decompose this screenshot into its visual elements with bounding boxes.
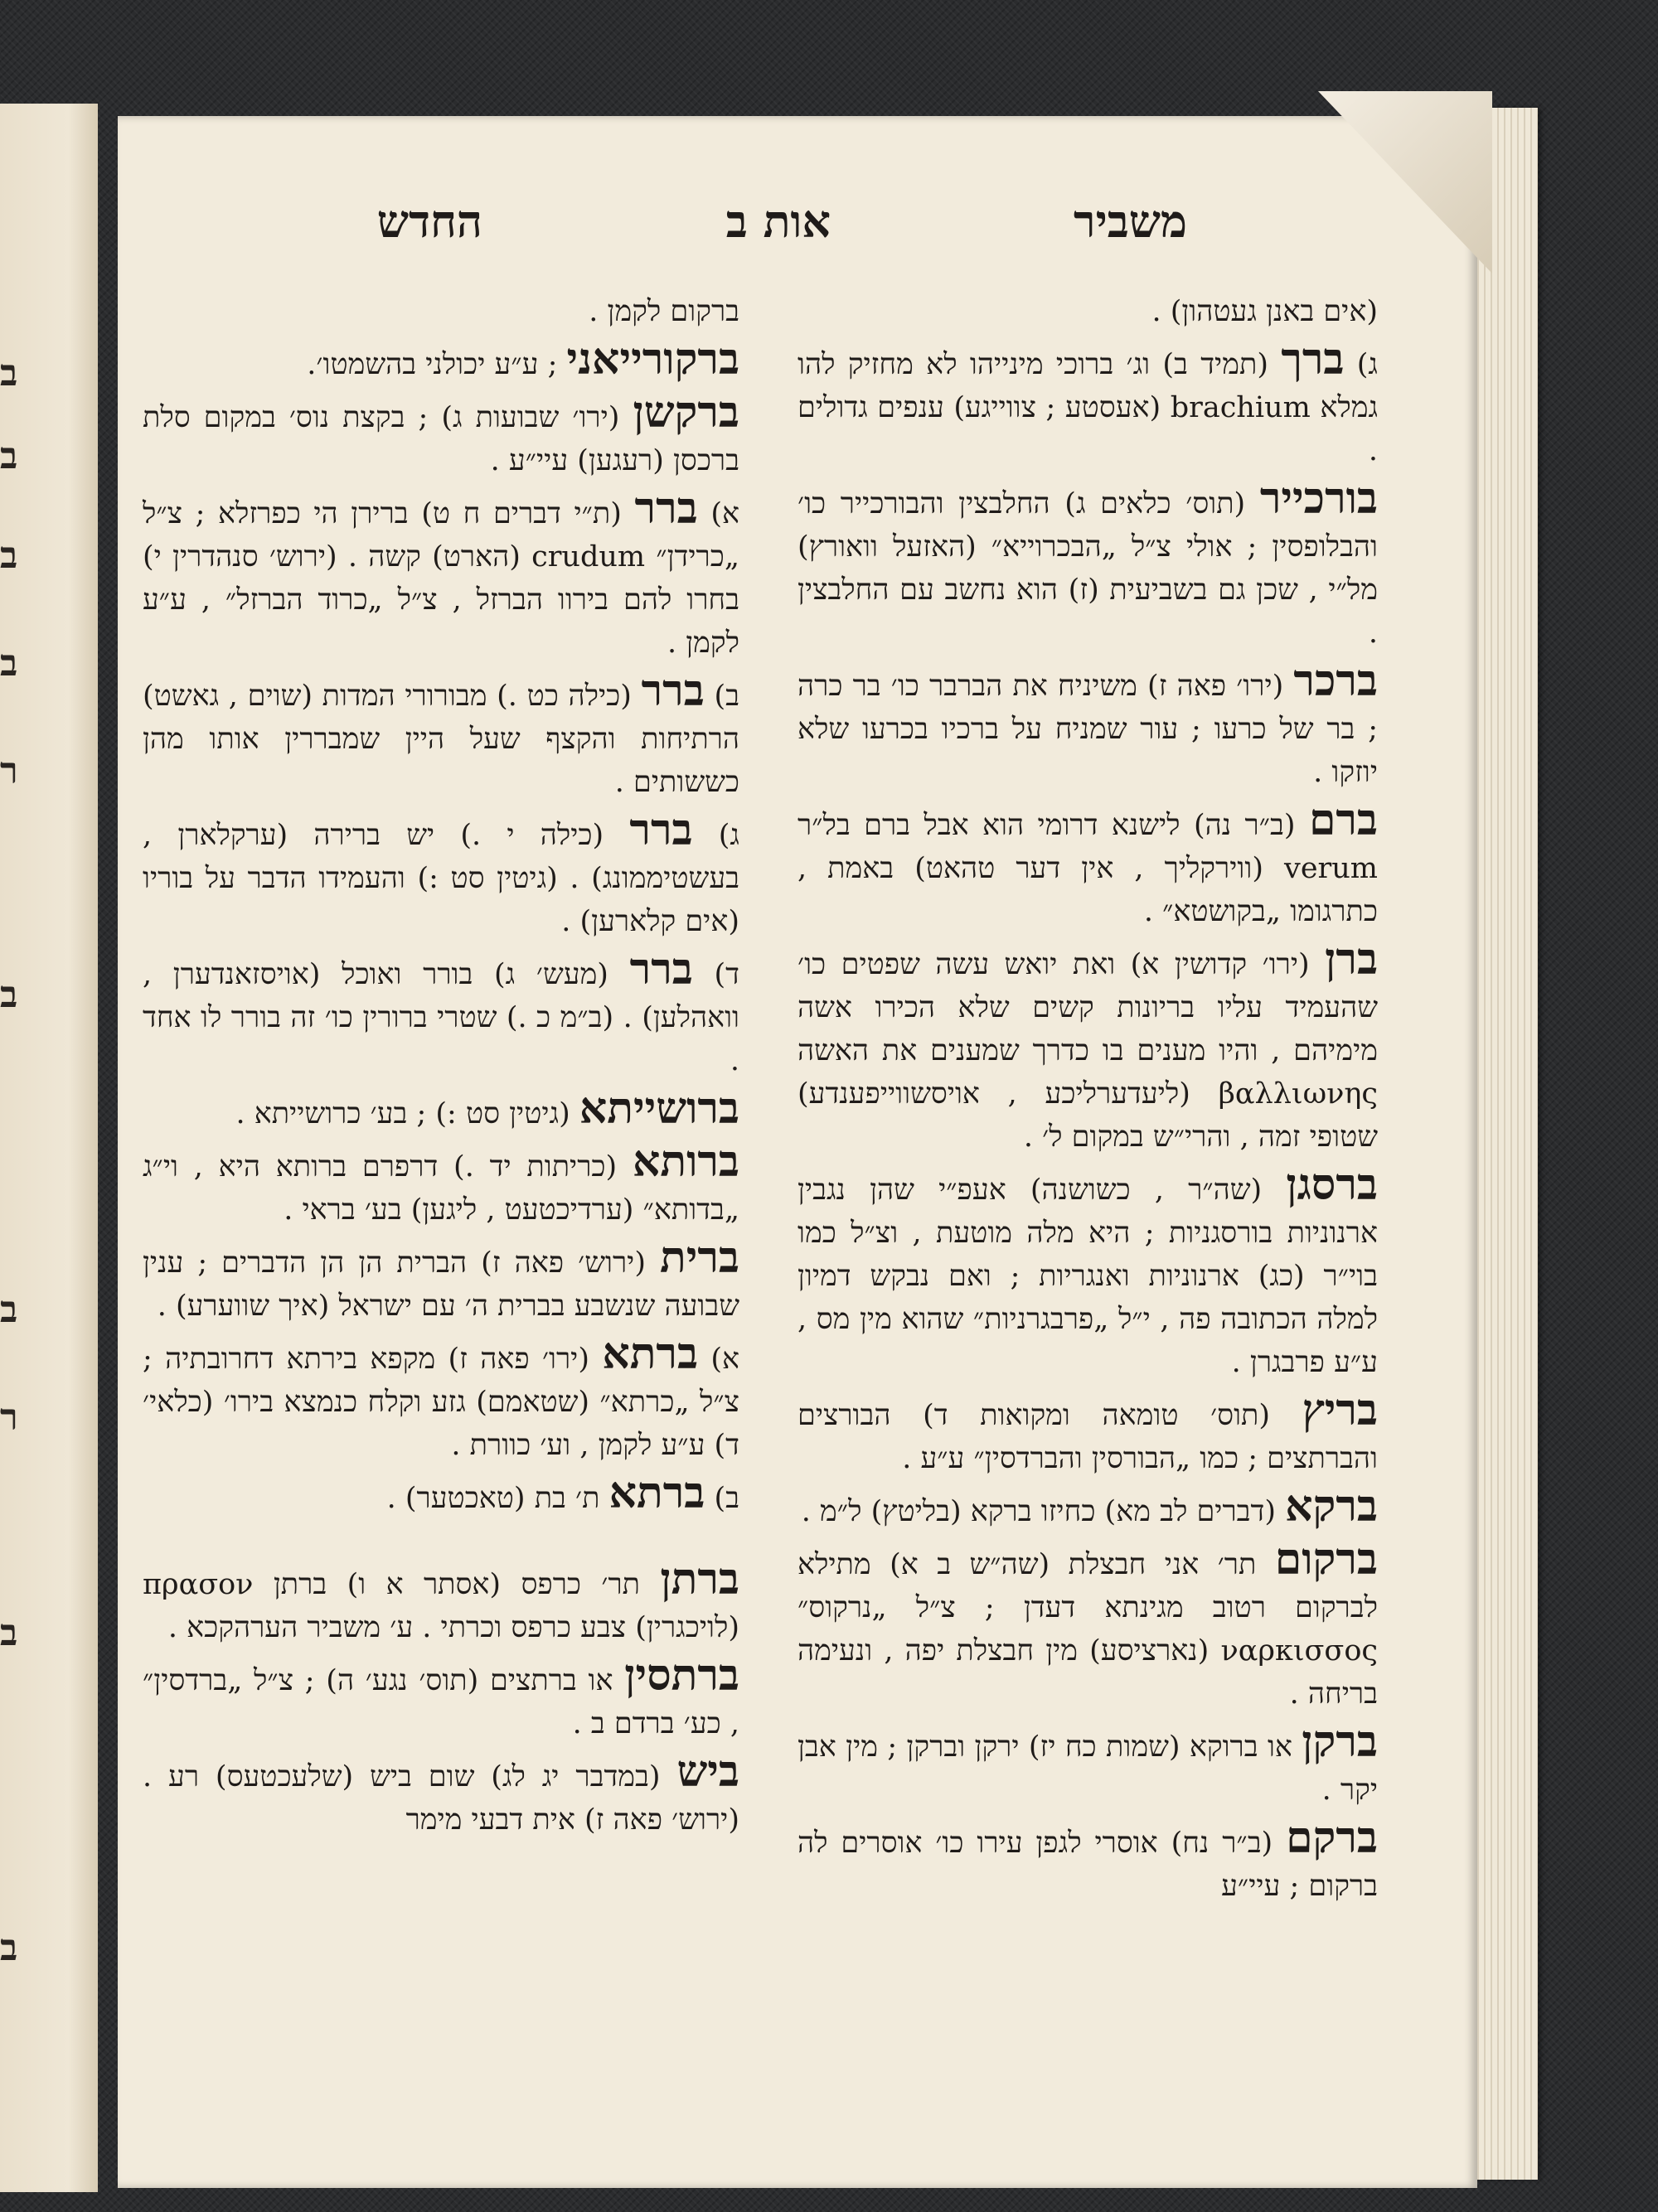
entry-headword: ברר — [629, 805, 693, 855]
dictionary-entry — [143, 1232, 739, 1328]
entry-text: (דברים לב מא) כחיזו ברקא (בליטץ) ל״מ . — [801, 1495, 1277, 1528]
entry-text: (ירו׳ פאה ז) משיניח את הברבר כו׳ בר כרה ; בר של כרעו ; עור שמניח על ברכיו בכרעו שלא יוזקו . — [797, 670, 1378, 789]
entry-headword: ברר — [634, 483, 698, 534]
left-column — [143, 290, 739, 1847]
right-column — [797, 290, 1378, 1913]
entry-text: (תוס׳ כלאים ג) החלבצין והבורכייר כו׳ והבלופסין ; אולי צ״ל „הבכרוייא״ (האזעל וואורץ) מל״י , שכן גם בשביעית (ז) הוא נחשב עם החלבצין . — [797, 487, 1378, 650]
facing-page-fragment: ב — [0, 974, 18, 1016]
dictionary-entry — [797, 1481, 1378, 1533]
facing-page-fragment: ב — [0, 642, 18, 685]
entry-headword: ברקום — [1274, 1534, 1378, 1585]
entry-headword: ברן — [1325, 934, 1378, 985]
dictionary-entry — [797, 473, 1378, 655]
header-letter-section: אות ב — [725, 195, 831, 248]
entry-headword: ברקם — [1286, 1813, 1378, 1863]
entry-headword: ברקורייאני — [566, 334, 739, 385]
entry-headword: ברר — [641, 666, 705, 716]
facing-page-fragment: ב — [0, 1927, 18, 1969]
entry-headword: ברתסין — [624, 1650, 739, 1701]
dictionary-entry — [143, 1136, 739, 1232]
facing-page-fragment: ב — [0, 535, 18, 577]
entry-headword: ברר — [629, 944, 693, 995]
facing-page-fragment: ב — [0, 1612, 18, 1654]
facing-page-fragment: ב — [0, 435, 18, 477]
dictionary-entry — [797, 795, 1378, 933]
entry-text: (תוס׳ טומאה ומקואות ד) הבורצים והברתצים ; כמו „הבורסין והברדסין״ ע״ע . — [797, 1399, 1378, 1475]
dictionary-entry — [143, 1746, 739, 1842]
entry-text: או ברוקא (שמות כח יז) ירקן וברקן ; מין אבן יקר . — [797, 1730, 1378, 1807]
entry-text: (ירוש׳ פאה ז) הברית הן הן הדברים ; ענין שבועה שנשבע בברית ה׳ עם ישראל (איך שווערע) . — [143, 1246, 739, 1323]
dictionary-entry — [797, 1159, 1378, 1384]
entry-text: (כילה י .) יש ברירה (ערקלארן , בעשטיממונג) . (גיטין סט :) והעמידו הדבר על בוריו (אים קלארען) . — [143, 819, 739, 938]
dictionary-entry — [143, 483, 739, 665]
header-book-title: משביר — [1074, 195, 1187, 248]
entry-text: (אים באנן געטהון) . — [1151, 295, 1378, 328]
entry-label: א) — [710, 497, 739, 530]
dictionary-entry — [797, 656, 1378, 794]
entry-text: (כריתות יד .) דרפרם ברותא היא , וי״ג „בדותא״ (ערדיכטעט , ליגען) בע׳ בראי . — [143, 1150, 739, 1227]
entry-text: או ברתצים (תוס׳ נגע׳ ה) ; צ״ל „ברדסין״ , כע׳ ברדם ב . — [143, 1664, 739, 1740]
entry-label: ב) — [714, 1482, 739, 1515]
header-book-subtitle: החדש — [376, 195, 482, 248]
dictionary-entry — [143, 1554, 739, 1649]
entry-headword: ברך — [1281, 334, 1345, 385]
entry-text: (ב״ר נה) לישנא דרומי הוא אבל ברם בל״ר verum (ווירקליך , אין דער טהאט) באמת , כתרגומו „בקושטא״ . — [797, 809, 1378, 928]
running-header — [118, 195, 1477, 269]
entry-text: (תמיד ב) וג׳ ברוכי מינייהו לא מחזיק להו גמלא brachium (אעסטע ; צווייגע) ענפים גדולים . — [797, 348, 1378, 467]
entry-text: (ב״ר נח) אוסרי לגפן עירו כו׳ אוסרים לה ברקום ; עיי״ע — [797, 1827, 1378, 1903]
dictionary-entry — [143, 1650, 739, 1745]
entry-text: (ירו׳ פאה ז) מקפא בירתא דחרובתיה ; צ״ל „כרתא״ (שטאמם) גזע וקלח כנמצא בירו׳ (כלאי׳ ד) ע״ע לקמן , וע׳ כוורת . — [143, 1343, 739, 1462]
entry-headword: ברסגן — [1286, 1159, 1378, 1210]
entry-headword: ברקן — [1302, 1716, 1378, 1767]
entry-label: ב) — [714, 680, 739, 713]
entry-headword: ברקא — [1285, 1481, 1378, 1532]
entry-text: (ירו׳ שבועות ג) ; בקצת נוס׳ במקום סלת ברכסן (רעגען) עיי״ע . — [143, 401, 739, 477]
entry-text: ת׳ בת (טאכטער) . — [386, 1482, 600, 1515]
dictionary-entry — [143, 1083, 739, 1135]
entry-headword: ברתן — [660, 1554, 739, 1605]
entry-headword: ביש — [676, 1746, 739, 1797]
facing-page-fragment: ב — [0, 352, 18, 394]
dictionary-entry — [797, 934, 1378, 1159]
dictionary-entry — [143, 1329, 739, 1467]
entry-text: (ת״י דברים ח ט) ברירן הי כפרזלא ; צ״ל „כרידן״ crudum (הארט) קשה . (ירוש׳ סנהדרין י) בחרו להם בירוו הברזל , צ״ל „כרוד הברזל״ , ע״ע לקמן . — [143, 497, 739, 660]
entry-headword: ברכר — [1293, 656, 1378, 706]
entry-headword: ברושייתא — [579, 1083, 739, 1134]
entry-label: ג) — [718, 819, 739, 852]
dictionary-entry — [143, 666, 739, 804]
entry-headword: בורכייר — [1259, 473, 1378, 524]
dictionary-entry — [143, 944, 739, 1082]
dictionary-entry — [143, 1468, 739, 1520]
entry-text: ברקום לקמן . — [589, 295, 739, 328]
dictionary-entry — [797, 1385, 1378, 1480]
facing-page-fragment: ב — [0, 1289, 18, 1331]
entry-label: ד) — [714, 958, 739, 991]
entry-label: ג) — [1356, 348, 1378, 381]
entry-headword: בריץ — [1302, 1385, 1378, 1435]
entry-text: (גיטין סט :) ; בע׳ כרושייתא . — [235, 1097, 570, 1130]
dictionary-entry — [143, 805, 739, 943]
entry-headword: ברתא — [608, 1468, 705, 1518]
facing-page-edge — [0, 104, 98, 2192]
entry-headword: ברתא — [602, 1329, 699, 1379]
entry-headword: ברם — [1308, 795, 1378, 845]
entry-text: ; ע״ע יכולני בהשמטו׳. — [307, 348, 558, 381]
entry-continuation — [797, 290, 1378, 333]
entry-text: (מעש׳ ג) בורר ואוכל (אויסזאנדערן , וואהלען) . (ב״מ כ .) שטרי ברורין כו׳ זה בורר לו אחד . — [143, 958, 739, 1077]
facing-page-fragment: ר — [0, 750, 18, 792]
entry-text: תר׳ אני חבצלת (שה״ש ב א) מתילא לברקום רטוב מגינתא דעדן ; צ״ל „נרקוס״ ναρκισσος (נארציסע) מין חבצלת יפה , ונעימה בריחה . — [797, 1548, 1378, 1711]
dictionary-entry — [797, 1813, 1378, 1908]
entry-text: (כילה כט .) מבורורי המדות (שוים , גאשט) הרתיחות והקצף שעל היין שמבררין אותו מהן כששותים . — [143, 680, 739, 799]
dictionary-entry — [143, 387, 739, 482]
entry-text: (במדבר יג לג) שום ביש (שלעכטעס) רע . (ירוש׳ פאה ז) אית דבעי מימר — [143, 1760, 739, 1837]
dictionary-entry — [797, 1534, 1378, 1716]
dictionary-page — [118, 116, 1477, 2188]
entry-headword: ברותא — [632, 1136, 739, 1187]
entry-headword: ברקשן — [633, 387, 739, 438]
dictionary-entry — [797, 1716, 1378, 1812]
section-gap — [143, 1525, 739, 1558]
dictionary-entry — [797, 334, 1378, 472]
entry-label: א) — [710, 1343, 739, 1376]
entry-text: תר׳ כרפס (אסתר א ו) ברתן πρασον (לויכגרין) צבע כרפס וכרתי . ע׳ משביר הערהקכא . — [143, 1568, 739, 1644]
entry-continuation — [143, 290, 739, 333]
entry-headword: ברית — [660, 1232, 739, 1283]
dictionary-entry — [143, 334, 739, 386]
entry-text: (ירו׳ קדושין א) ואת יואש עשה שפטים כו׳ שהעמיד עליו בריונות קשים שלא הכירו אשה מימיהם , והיו מענים בו כדרך שמענים את האשה βαλλιωνης (ליעדערליכע , אויסשווייפענדע) שטופי זמה , והרי״ש במקום ל׳ . — [797, 948, 1378, 1154]
entry-text: (שה״ר , כשושנה) אעפ״י שהן נגבין ארנוניות בורסגניות ; היא מלה מוטעת , וצ״ל כמו בוי״ר (כג) ארנוניות ואנגריות ; ואם נבקש דמיון למלה הכתובה פה , י״ל „פרבגרניות״ שהוא מין מס , ע״ע פרבגרן . — [797, 1174, 1378, 1379]
facing-page-fragment: ר — [0, 1396, 18, 1439]
